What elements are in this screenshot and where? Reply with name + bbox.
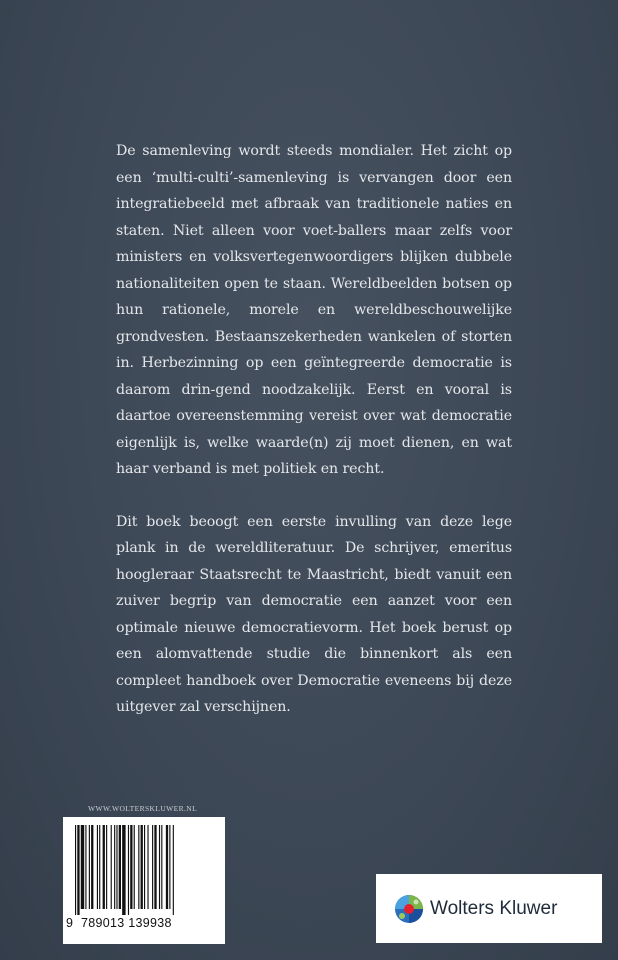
isbn-first-digit: 9 bbox=[66, 916, 74, 930]
barcode-bars-icon bbox=[75, 825, 213, 915]
wolters-kluwer-globe-icon bbox=[394, 894, 424, 924]
isbn-barcode bbox=[63, 817, 225, 944]
isbn-digits: 789013 139938 bbox=[81, 916, 172, 930]
blurb-paragraph-2: Dit boek beoogt een eerste invulling van deze lege plank in de wereldliteratuur. De schrijver, emeritus hoogleraar Staatsrecht te Maastricht, biedt vanuit een zuiver begrip van democratie een aanzet voor een optimale nieuwe democratievorm. Het boek berust op een alomvattende studie die binnenkort als een compleet handboek over Democratie eveneens bij deze uitgever zal verschijnen. bbox=[116, 513, 512, 715]
publisher-name: Wolters Kluwer bbox=[430, 897, 558, 919]
back-cover-blurb bbox=[116, 138, 512, 721]
publisher-website: WWW.WOLTERSKLUWER.NL bbox=[88, 804, 198, 813]
blurb-paragraph-1: De samenleving wordt steeds mondialer. Het zicht op een ‘multi-culti’-samenleving is vervangen door een integratiebeeld met afbraak van traditionele naties en staten. Niet alleen voor voet-ballers maar zelfs voor ministers en volksvertegenwoordigers blijken dubbele nationaliteiten open te staan. Wereldbeelden botsen op hun rationele, morele en wereldbeschouwelijke grondvesten. Bestaanszekerheden wankelen of storten in. Herbezinning op een geïntegreerde democratie is daarom drin-gend noodzakelijk. Eerst en vooral is daartoe overeenstemming vereist over wat democratie eigenlijk is, welke waarde(n) zij moet dienen, en wat haar verband is met politiek en recht. bbox=[116, 143, 512, 477]
publisher-logo bbox=[376, 874, 602, 943]
